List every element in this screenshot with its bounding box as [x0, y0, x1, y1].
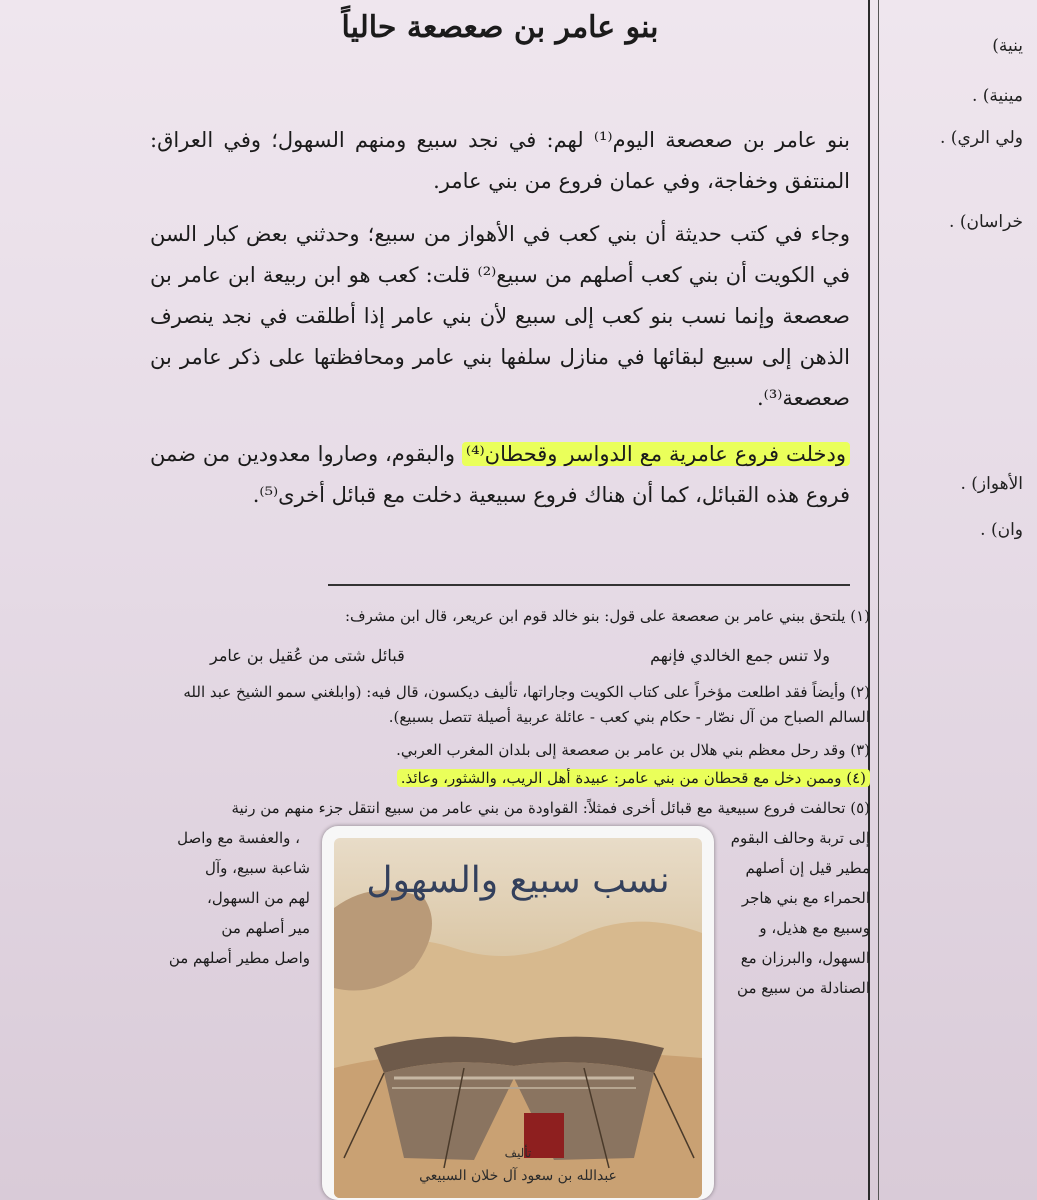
fragment-text: ولي الري) . — [940, 128, 1023, 148]
book-cover-card — [322, 826, 714, 1200]
adjacent-page-fragments — [877, 0, 1037, 1200]
book-author-label: تأليف — [504, 1146, 532, 1160]
footnote-1: (١) يلتحق ببني عامر بن صعصعة على قول: بنو خالد قوم ابن عريعر، قال ابن مشرف: — [344, 607, 870, 625]
book-cover-art — [334, 838, 702, 1198]
fragment-text: خراسان) . — [949, 212, 1023, 232]
paragraph-3-rest: والبقوم، وصاروا معدودين من ضمن فروع هذه القبائل، كما أن هناك فروع سبيعية دخلت مع قبائل أخرى⁽⁵⁾. — [150, 442, 850, 507]
highlighted-footnote: (٤) وممن دخل مع قحطان من بني عامر: عبيدة أهل الريب، والشثور، وعائذ. — [397, 769, 870, 787]
highlighted-text: ودخلت فروع عامرية مع الدواسر وقحطان⁽⁴⁾ — [462, 442, 850, 466]
fragment-text: مينية) . — [971, 86, 1023, 106]
fragment-text: وان) . — [980, 520, 1023, 540]
fragment-text: ينية) — [992, 36, 1023, 56]
footnote-5-line-3-right: شاعبة سبيع، وآل — [205, 859, 310, 877]
footnote-5-line-4: الحمراء مع بني هاجر — [741, 889, 870, 907]
footnote-rule — [328, 584, 850, 586]
fragment-text: الأهواز) . — [960, 474, 1023, 494]
footnote-5-line-5-right: مير أصلهم من — [221, 919, 310, 937]
footnote-5-line-7: الصنادلة من سبيع من — [737, 979, 870, 997]
page-title: بنو عامر بن صعصعة حالياً — [341, 10, 659, 45]
footnote-5-line-3: مطير قيل إن أصلهم — [745, 859, 870, 877]
verse-hemistich-2: قبائل شتى من عُقيل بن عامر — [210, 646, 405, 665]
footnote-5-line-6-right: واصل مطير أصلهم من — [168, 949, 310, 967]
footnote-5-line-2-right: ، والعفسة مع واصل — [177, 829, 300, 847]
footnote-5-line-1: (٥) تحالفت فروع سبيعية مع قبائل أخرى فمثلاً: القواودة من بني عامر من سبيع انتقل جزء منهم من رنية — [231, 799, 870, 817]
book-title: نسب سبيع والسهول — [366, 860, 670, 901]
verse-hemistich-1: ولا تنس جمع الخالدي فإنهم — [650, 646, 830, 665]
footnote-4 — [150, 766, 870, 791]
footnote-5-line-5: وسبيع مع هذيل، و — [759, 919, 870, 937]
paragraph-1: بنو عامر بن صعصعة اليوم⁽¹⁾ لهم: في نجد سبيع ومنهم السهول؛ وفي العراق: المنتفق وخفاجة، وفي عمان فروع من بني عامر. — [150, 128, 851, 193]
footnote-5-line-6: السهول، والبرزان مع — [740, 949, 870, 967]
page-edge-line — [868, 0, 870, 1200]
paragraph-3 — [150, 434, 850, 516]
footnote-5-part: إلى تربة وحالف البقوم — [730, 829, 870, 847]
paragraph-2: وجاء في كتب حديثة أن بني كعب في الأهواز من سبيع؛ وحدثني بعض كبار السن في الكويت أن بني كعب أصلهم من سبيع⁽²⁾ قلت: كعب هو ابن ربيعة ابن عامر بن صعصعة وإنما نسب بنو كعب إلى سبيع لأن بني عامر إذا أطلقت في نجد ينصرف الذهن إلى سبيع لبقائها في منازل سلفها بني عامر ومحافظتها على ذكر عامر بن صعصعة⁽³⁾. — [150, 222, 850, 410]
footnote-2: (٢) وأيضاً فقد اطلعت مؤخراً على كتاب الكويت وجاراتها، تأليف ديكسون، قال فيه: (وابلغني سمو الشيخ عبد الله السالم الصباح من آل نصّار - حكام بني كعب - عائلة عربية أصيلة تتصل بسبيع). — [183, 683, 870, 726]
book-author: عبدالله بن سعود آل خلان السبيعي — [419, 1168, 617, 1184]
footnote-5-line-4-right: لهم من السهول، — [207, 889, 310, 907]
footnote-3: (٣) وقد رحل معظم بني هلال بن عامر بن صعصعة إلى بلدان المغرب العربي. — [396, 741, 870, 759]
footnote-verse — [210, 646, 830, 665]
